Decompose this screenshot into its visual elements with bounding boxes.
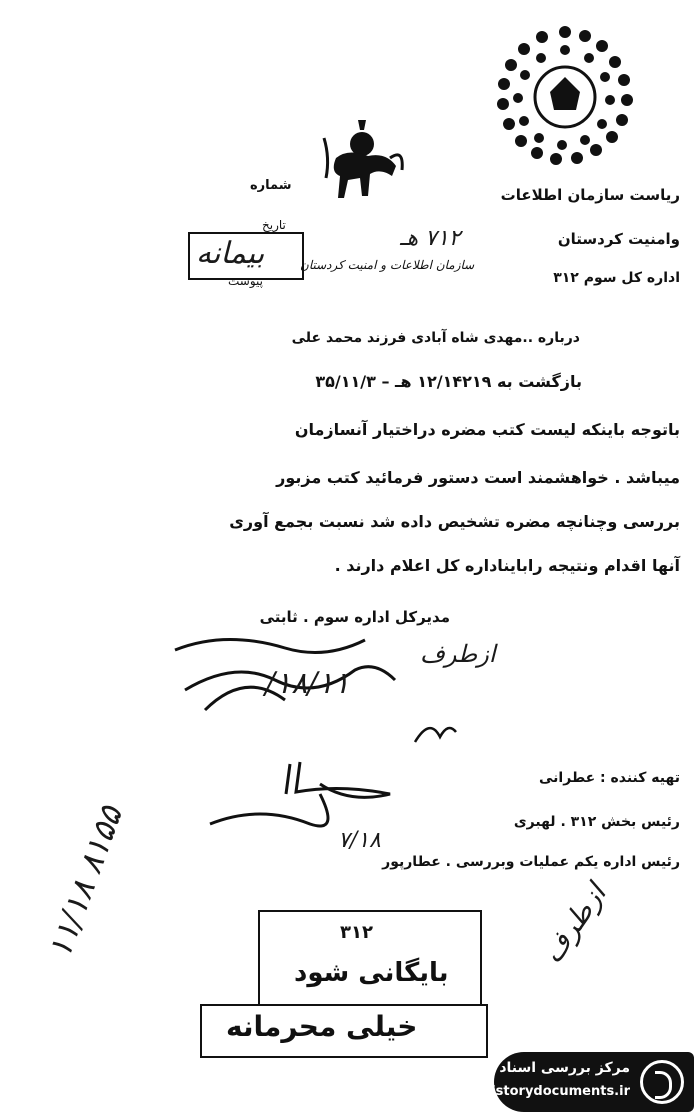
attachment-label: پیوست xyxy=(228,274,263,288)
watermark-logo xyxy=(446,1052,694,1112)
org-line-3: اداره کل سوم ۳۱۲ xyxy=(553,270,680,286)
handwritten-left-note: ۸۱۵۵ ۱۱/۱۸ xyxy=(40,801,130,963)
body-line-2: میباشد . خواهشمند است دستور فرمائید کتب مزبور xyxy=(276,468,680,487)
watermark-url: historydocuments.ir xyxy=(481,1084,630,1099)
watermark-name: مرکز بررسی اسناد تاریخی xyxy=(446,1060,630,1076)
lion-and-sun-emblem-icon xyxy=(318,118,408,208)
initials-scribble xyxy=(410,712,460,752)
org-line-2: وامنیت کردستان xyxy=(557,230,680,248)
classification-stamp-text: خیلی محرمانه xyxy=(226,1010,418,1043)
handwritten-number: ۷۱۲ هـ xyxy=(400,226,461,251)
department-head: رئیس اداره یکم عملیات وبررسی . عطارپور xyxy=(382,854,680,870)
header-stamp-text: سازمان اطلاعات و امنیت کردستان xyxy=(300,258,475,272)
signatory-title: مدیرکل اداره سوم . ثابتی xyxy=(259,608,450,626)
confidential-stamp-text: بیمانه xyxy=(196,236,265,271)
archive-stamp-text: بایگانی شود xyxy=(294,958,449,988)
imperial-seal-icon xyxy=(490,22,640,172)
org-line-1: ریاست سازمان اطلاعات xyxy=(500,186,680,204)
archive-stamp-number: ۳۱۲ xyxy=(340,922,373,943)
body-line-4: آنها اقدام ونتیجه رابایناداره کل اعلام دارند . xyxy=(334,556,680,575)
date-label: تاریخ xyxy=(262,218,286,232)
reference-line: بازگشت به ۱۲/۱۴۲۱۹ هـ – ۳۵/۱۱/۳ xyxy=(315,372,582,391)
prepared-by: تهیه کننده : عطرانی xyxy=(539,770,680,786)
number-label: شماره xyxy=(250,178,292,193)
prepared-date: ۷/۱۸ xyxy=(338,828,381,853)
body-line-1: باتوجه باینکه لیست کتب مضره دراختیار آنسازمان xyxy=(294,420,680,439)
watermark-emblem-icon xyxy=(640,1060,684,1104)
signature-date: ۱۸/۱۱/ xyxy=(265,666,350,701)
subject-line: درباره ..مهدی شاه آبادی فرزند محمد علی xyxy=(291,330,580,346)
signature-note: ازطرف xyxy=(420,640,496,668)
body-line-3: بررسی وچنانچه مضره تشخیص داده شد نسبت بجمع آوری xyxy=(229,512,680,531)
handwritten-right-note: ازطرف xyxy=(535,877,613,969)
section-head: رئیس بخش ۳۱۲ . لهبری xyxy=(513,814,680,830)
